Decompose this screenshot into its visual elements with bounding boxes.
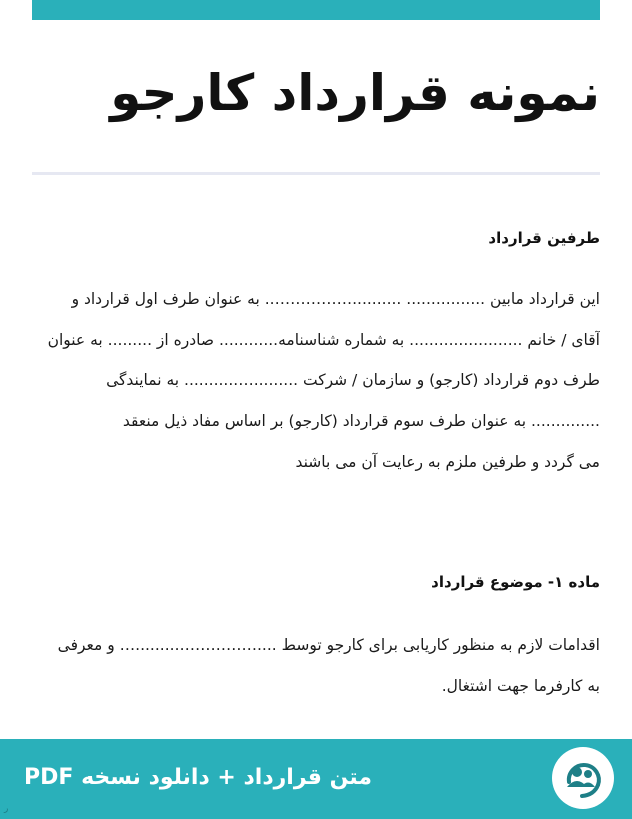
paragraph-line: می گردد و طرفین ملزم به رعایت آن می باشند [295, 453, 600, 471]
section-heading: ماده ۱- موضوع قرارداد [431, 573, 600, 591]
users-icon [552, 747, 614, 809]
section-heading: طرفین قرارداد [488, 229, 600, 247]
banner-title[interactable]: متن قرارداد + دانلود نسخه PDF [24, 765, 372, 790]
corner-mark: ر [4, 804, 9, 814]
top-accent-bar [32, 0, 600, 20]
paragraph-line: طرف دوم قرارداد (کارجو) و سازمان / شرکت .........…........... به نمایندگی [106, 371, 600, 389]
title-divider [32, 172, 600, 175]
logo [552, 747, 614, 809]
paragraph-line: این قرارداد مابین ................ ..........…………….. به عنوان طرف اول قرارداد و [71, 290, 600, 308]
paragraph-line: آقای / خانم ....................... به شماره شناسنامه............ صادره از ......... به عنوان [47, 331, 600, 349]
page-title: نمونه قرارداد کارجو [110, 64, 600, 122]
paragraph-line: اقدامات لازم به منظور کاریابی برای کارجو توسط ....…………….........… و معرفی [57, 636, 600, 654]
paragraph-line: به کارفرما جهت اشتغال. [441, 677, 600, 695]
paragraph-line: .............. به عنوان طرف سوم قرارداد (کارجو) بر اساس مفاد ذیل منعقد [122, 412, 600, 430]
download-banner[interactable] [0, 739, 632, 819]
